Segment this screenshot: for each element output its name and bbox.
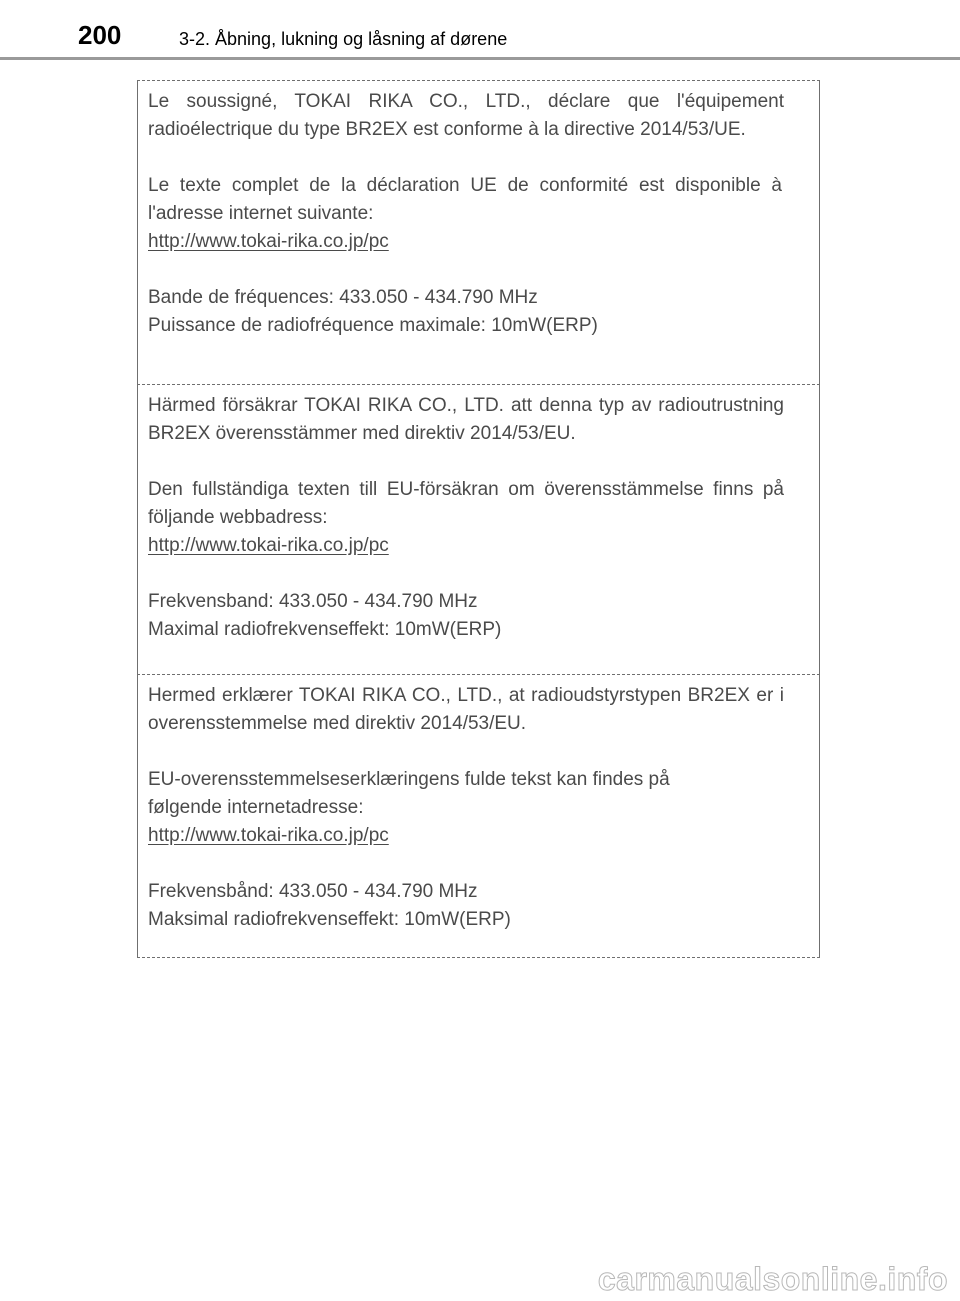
- page-number: 200: [78, 20, 122, 50]
- declaration-statement: Hermed erklærer TOKAI RIKA CO., LTD., at radioudstyrstypen BR2EX er i overensstemmelse med direktiv 2014/53/EU.: [148, 685, 784, 734]
- section-title: 3-2. Åbning, lukning og låsning af dørene: [179, 29, 508, 49]
- max-power: Maximal radiofrekvenseffekt: 10mW(ERP): [148, 619, 502, 640]
- page-header: [0, 0, 960, 60]
- declaration-availability: EU-overensstemmelseserklæringens fulde tekst kan findes på følgende internetadresse:: [148, 769, 670, 818]
- declaration-url-link[interactable]: http://www.tokai-rika.co.jp/pc: [148, 825, 389, 846]
- dashed-divider: [137, 957, 820, 958]
- declaration-statement: Härmed försäkrar TOKAI RIKA CO., LTD. att denna typ av radioutrustning BR2EX överensstämmer med direktiv 2014/53/EU.: [148, 395, 784, 444]
- svg-text:carmanualsonline.info: carmanualsonline.info: [597, 1261, 948, 1297]
- dashed-divider: [137, 80, 820, 81]
- declaration-box-french: [137, 80, 820, 384]
- frequency-band: Bande de fréquences: 433.050 - 434.790 MHz: [148, 287, 538, 308]
- declaration-statement: Le soussigné, TOKAI RIKA CO., LTD., déclare que l'équipement radioélectrique du type BR2EX est conforme à la directive 2014/53/UE.: [148, 91, 784, 140]
- max-power: Puissance de radiofréquence maximale: 10mW(ERP): [148, 315, 598, 336]
- declaration-url-link[interactable]: http://www.tokai-rika.co.jp/pc: [148, 231, 389, 252]
- dashed-divider: [137, 384, 820, 385]
- declaration-box-danish: [137, 674, 820, 958]
- declaration-box-swedish: [137, 384, 820, 674]
- header-divider: [0, 57, 960, 60]
- max-power: Maksimal radiofrekvenseffekt: 10mW(ERP): [148, 909, 511, 930]
- frequency-band: Frekvensband: 433.050 - 434.790 MHz: [148, 591, 478, 612]
- declaration-availability: Le texte complet de la déclaration UE de conformité est disponible à l'adresse internet suivante:: [148, 175, 782, 224]
- declaration-url-link[interactable]: http://www.tokai-rika.co.jp/pc: [148, 535, 389, 556]
- frequency-band: Frekvensbånd: 433.050 - 434.790 MHz: [148, 881, 478, 902]
- declaration-availability: Den fullständiga texten till EU-försäkran om överensstämmelse finns på följande webbadress:: [148, 479, 784, 528]
- dashed-divider: [137, 674, 820, 675]
